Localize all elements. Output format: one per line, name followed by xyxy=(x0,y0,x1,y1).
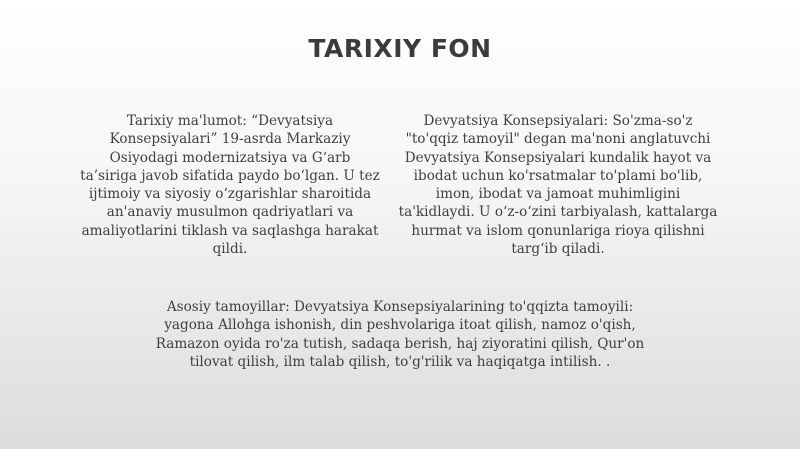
concepts-definition-paragraph: Devyatsiya Konsepsiyalari: So'zma-so'z "to'qqiz tamoyil" degan ma'noni anglatuvchi Devyatsiya Konsepsiyalari kundalik hayot va ibodat uchun ko'rsatmalar to'plami bo'lib, imon, ibodat va jamoat muhimligini ta'kidlaydi. U o‘z-o‘zini tarbiyalash, kattalarga hurmat va islom qonunlariga rioya qilishni targ‘ib qiladi. xyxy=(398,113,718,258)
slide-title: TARIXIY FON xyxy=(308,34,492,63)
main-principles-paragraph: Asosiy tamoyillar: Devyatsiya Konsepsiyalarining to'qqizta tamoyili: yagona Allohga ishonish, din peshvolariga itoat qilish, namoz o'qish, Ramazon oyida ro'za tutish, sadaqa berish, haj ziyoratini qilish, Qur'on tilovat qilish, ilm talab qilish, to'g'rilik va haqiqatga intilish. . xyxy=(155,299,645,370)
historical-info-paragraph: Tarixiy ma'lumot: “Devyatsiya Konsepsiyalari” 19-asrda Markaziy Osiyodagi modernizatsiya va G‘arb ta’siriga javob sifatida paydo bo‘lgan. U tez ijtimoiy va siyosiy o‘zgarishlar sharoitida an'anaviy musulmon qadriyatlari va amaliyotlarini tiklash va saqlashga harakat qildi. xyxy=(80,113,380,258)
